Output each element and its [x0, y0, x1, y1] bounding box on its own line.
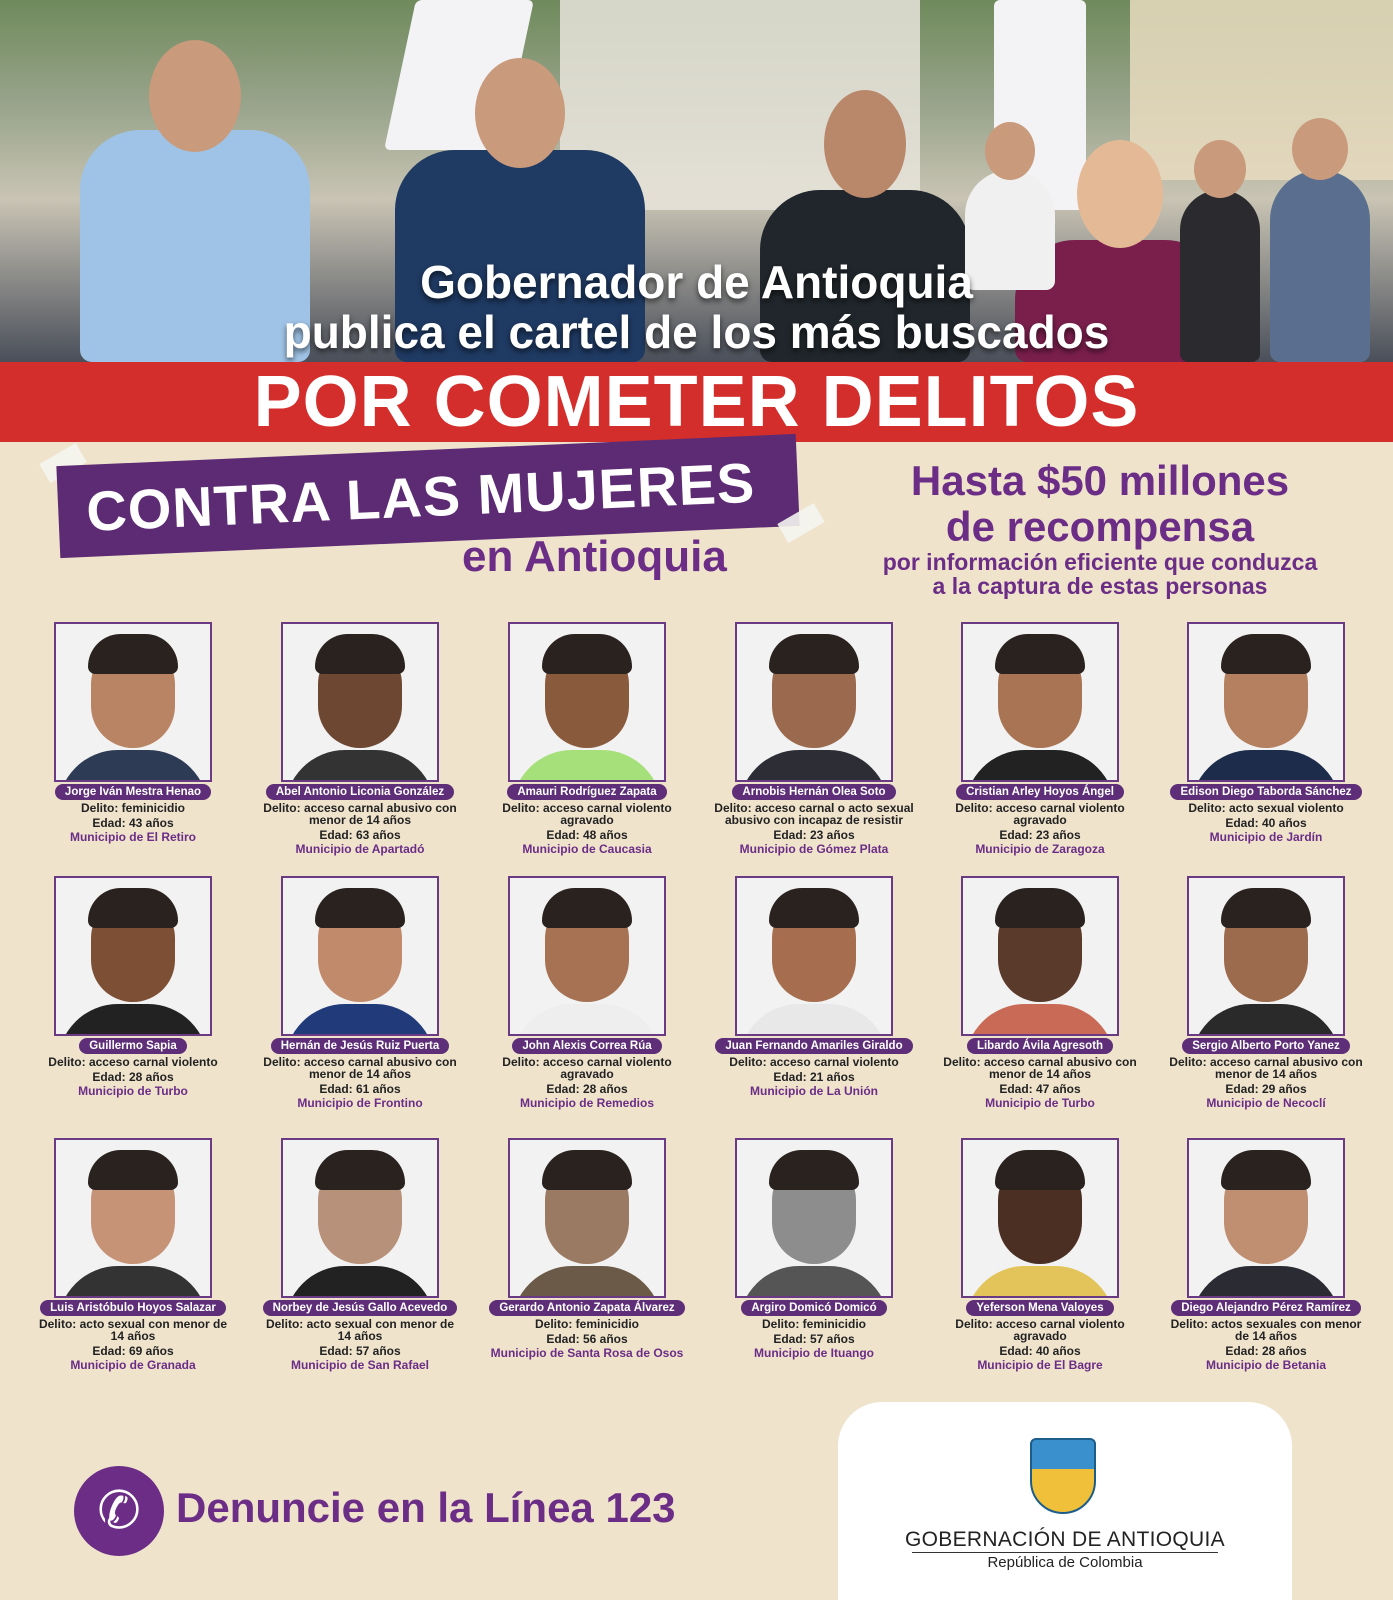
mugshot-photo	[1187, 876, 1345, 1036]
phone-icon: ✆	[97, 1482, 141, 1540]
wanted-crime: Delito: acceso carnal abusivo con menor de 14 años	[263, 1055, 457, 1081]
report-line-text: Denuncie en la Línea 123	[176, 1484, 676, 1531]
headline-text: POR COMETER DELITOS	[253, 362, 1140, 442]
wanted-municipality: Municipio de Ituango	[754, 1346, 874, 1360]
wanted-age: Edad: 29 años	[1225, 1082, 1307, 1096]
wanted-card	[33, 876, 233, 1098]
wanted-crime: Delito: acto sexual con menor de 14 años	[38, 1317, 228, 1343]
wanted-card	[33, 622, 233, 844]
wanted-age: Edad: 21 años	[773, 1070, 855, 1084]
wanted-card	[1166, 1138, 1366, 1372]
mugshot-photo	[735, 622, 893, 782]
wanted-age: Edad: 48 años	[546, 828, 628, 842]
wanted-name: Abel Antonio Liconia González	[266, 784, 454, 800]
background-building	[1130, 0, 1393, 180]
hero-title-line2: publica el cartel de los más buscados	[283, 306, 1110, 358]
coat-of-arms-icon	[1030, 1438, 1096, 1514]
mugshot-photo	[961, 1138, 1119, 1298]
wanted-municipality: Municipio de Granada	[70, 1358, 196, 1372]
government-subtitle: República de Colombia	[987, 1554, 1143, 1571]
mugshot-photo	[1187, 622, 1345, 782]
mugshot-photo	[508, 1138, 666, 1298]
wanted-name: Guillermo Sapia	[79, 1038, 187, 1054]
reward-block	[840, 458, 1360, 598]
wanted-card	[487, 1138, 687, 1360]
mugshot-photo	[281, 1138, 439, 1298]
wanted-age: Edad: 23 años	[999, 828, 1081, 842]
wanted-name: Diego Alejandro Pérez Ramírez	[1171, 1300, 1361, 1316]
mugshot-photo	[961, 622, 1119, 782]
wanted-card	[940, 1138, 1140, 1372]
wanted-card	[940, 876, 1140, 1110]
wanted-municipality: Municipio de Betania	[1205, 1358, 1326, 1372]
wanted-crime: Delito: acto sexual con menor de 14 años	[265, 1317, 455, 1343]
wanted-card	[33, 1138, 233, 1372]
wanted-card	[487, 622, 687, 856]
wanted-crime: Delito: acceso carnal abusivo con menor de 14 años	[1169, 1055, 1363, 1081]
hero-photo	[0, 0, 1393, 362]
campaign-banner-text: CONTRA LAS MUJERES	[84, 450, 757, 543]
mugshot-photo	[508, 622, 666, 782]
wanted-crime: Delito: acceso carnal violento agravado	[502, 1055, 672, 1081]
reward-condition-2: a la captura de estas personas	[932, 573, 1268, 599]
mugshot-photo	[281, 876, 439, 1036]
wanted-card	[714, 622, 914, 856]
wanted-crime: Delito: feminicidio	[534, 1317, 639, 1331]
wanted-crime: Delito: acceso carnal violento	[729, 1055, 899, 1069]
wanted-crime: Delito: feminicidio	[80, 801, 185, 815]
wanted-card	[487, 876, 687, 1110]
wanted-card	[714, 1138, 914, 1360]
wanted-name: Yeferson Mena Valoyes	[966, 1300, 1113, 1316]
reward-label: de recompensa	[945, 503, 1255, 550]
wanted-age: Edad: 28 años	[92, 1070, 174, 1084]
wanted-municipality: Municipio de Zaragoza	[975, 842, 1105, 856]
wanted-age: Edad: 40 años	[999, 1344, 1081, 1358]
wanted-crime: Delito: acceso carnal abusivo con menor de 14 años	[263, 801, 457, 827]
wanted-age: Edad: 28 años	[546, 1082, 628, 1096]
wanted-age: Edad: 56 años	[546, 1332, 628, 1346]
wanted-municipality: Municipio de La Unión	[750, 1084, 878, 1098]
wanted-crime: Delito: acceso carnal violento agravado	[955, 1317, 1125, 1343]
reward-condition-1: por información eficiente que conduzca	[882, 549, 1318, 575]
mugshot-photo	[735, 1138, 893, 1298]
wanted-name: Libardo Ávila Agresoth	[967, 1038, 1113, 1054]
wanted-municipality: Municipio de Gómez Plata	[739, 842, 889, 856]
wanted-name: Argiro Domicó Domicó	[741, 1300, 886, 1316]
wanted-municipality: Municipio de Jardín	[1209, 830, 1323, 844]
headline-band	[0, 362, 1393, 442]
wanted-crime: Delito: acceso carnal o acto sexual abusivo con incapaz de resistir	[714, 801, 914, 827]
wanted-name: Sergio Alberto Porto Yanez	[1182, 1038, 1350, 1054]
wanted-name: Cristian Arley Hoyos Ángel	[956, 784, 1124, 800]
wanted-municipality: Municipio de Turbo	[78, 1084, 188, 1098]
wanted-age: Edad: 28 años	[1225, 1344, 1307, 1358]
wanted-municipality: Municipio de San Rafael	[290, 1358, 430, 1372]
wanted-municipality: Municipio de Santa Rosa de Osos	[490, 1346, 684, 1360]
wanted-name: Edison Diego Taborda Sánchez	[1170, 784, 1361, 800]
mugshot-photo	[735, 876, 893, 1036]
wanted-card	[1166, 622, 1366, 844]
wanted-name: Norbey de Jesús Gallo Acevedo	[263, 1300, 458, 1316]
wanted-name: Arnobis Hernán Olea Soto	[732, 784, 895, 800]
wanted-crime: Delito: actos sexuales con menor de 14 años	[1170, 1317, 1362, 1343]
wanted-age: Edad: 43 años	[92, 816, 174, 830]
wanted-municipality: Municipio de Apartadó	[295, 842, 425, 856]
wanted-age: Edad: 69 años	[92, 1344, 174, 1358]
wanted-card	[260, 1138, 460, 1372]
mugshot-photo	[281, 622, 439, 782]
wanted-card	[260, 876, 460, 1110]
wanted-name: Juan Fernando Amariles Giraldo	[715, 1038, 912, 1054]
reward-amount: Hasta $50 millones	[910, 457, 1290, 504]
government-name: GOBERNACIÓN DE ANTIOQUIA	[905, 1528, 1225, 1551]
wanted-age: Edad: 63 años	[319, 828, 401, 842]
mugshot-photo	[508, 876, 666, 1036]
wanted-card	[940, 622, 1140, 856]
mugshot-photo	[54, 1138, 212, 1298]
wanted-name: Amauri Rodríguez Zapata	[507, 784, 666, 800]
wanted-age: Edad: 47 años	[999, 1082, 1081, 1096]
wanted-age: Edad: 23 años	[773, 828, 855, 842]
mugshot-photo	[961, 876, 1119, 1036]
wanted-card	[714, 876, 914, 1098]
phone-button	[74, 1466, 164, 1556]
wanted-name: Jorge Iván Mestra Henao	[55, 784, 211, 800]
government-logo-box	[838, 1402, 1292, 1600]
wanted-municipality: Municipio de Frontino	[297, 1096, 423, 1110]
wanted-crime: Delito: acceso carnal abusivo con menor de 14 años	[943, 1055, 1137, 1081]
wanted-crime: Delito: acceso carnal violento agravado	[502, 801, 672, 827]
wanted-card	[1166, 876, 1366, 1110]
wanted-crime: Delito: feminicidio	[761, 1317, 866, 1331]
wanted-age: Edad: 57 años	[773, 1332, 855, 1346]
mugshot-photo	[1187, 1138, 1345, 1298]
wanted-card	[260, 622, 460, 856]
wanted-municipality: Municipio de El Bagre	[977, 1358, 1103, 1372]
mugshot-photo	[54, 622, 212, 782]
wanted-crime: Delito: acceso carnal violento agravado	[955, 801, 1125, 827]
wanted-name: Luis Aristóbulo Hoyos Salazar	[40, 1300, 226, 1316]
wanted-crime: Delito: acto sexual violento	[1188, 801, 1344, 815]
wanted-municipality: Municipio de Turbo	[985, 1096, 1095, 1110]
wanted-age: Edad: 40 años	[1225, 816, 1307, 830]
wanted-name: Gerardo Antonio Zapata Álvarez	[489, 1300, 684, 1316]
wanted-municipality: Municipio de Remedios	[519, 1096, 654, 1110]
divider	[912, 1552, 1218, 1553]
wanted-municipality: Municipio de Necoclí	[1206, 1096, 1326, 1110]
wanted-name: Hernán de Jesús Ruiz Puerta	[271, 1038, 450, 1054]
wanted-age: Edad: 57 años	[319, 1344, 401, 1358]
wanted-name: John Alexis Correa Rúa	[512, 1038, 661, 1054]
wanted-age: Edad: 61 años	[319, 1082, 401, 1096]
wanted-crime: Delito: acceso carnal violento	[48, 1055, 218, 1069]
wanted-municipality: Municipio de Caucasia	[522, 842, 652, 856]
mugshot-photo	[54, 876, 212, 1036]
hero-title-line1: Gobernador de Antioquia	[420, 256, 973, 308]
wanted-municipality: Municipio de El Retiro	[69, 830, 196, 844]
campaign-subtitle: en Antioquia	[462, 532, 727, 581]
